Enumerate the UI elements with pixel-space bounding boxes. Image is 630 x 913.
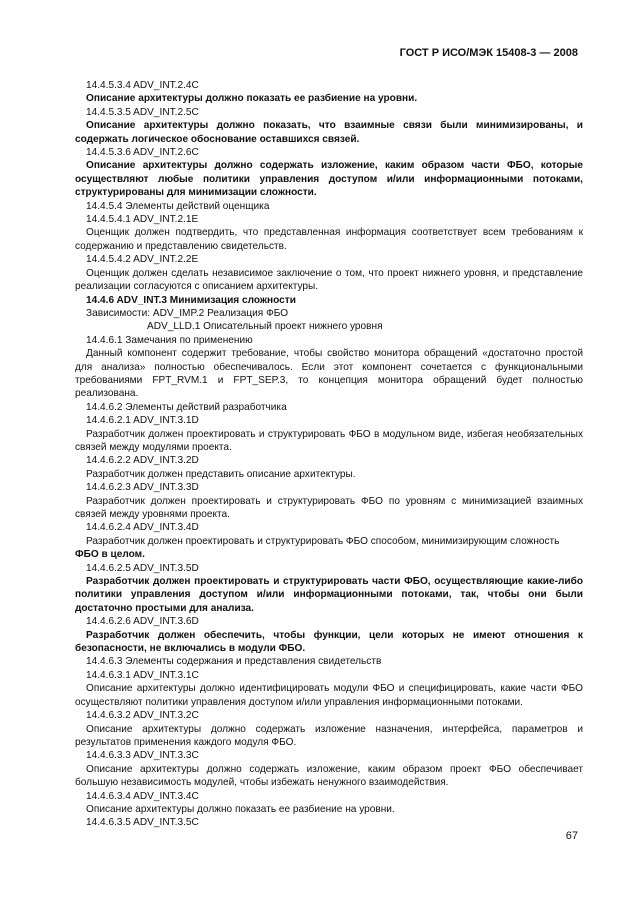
paragraph: 14.4.6.3.2 ADV_INT.3.2C bbox=[86, 710, 199, 722]
paragraph: Разработчик должен проектировать и структурировать ФБО в модульном виде, избегая необязательных связей между модулями проекта. bbox=[75, 428, 583, 453]
paragraph: 14.4.6.3.1 ADV_INT.3.1C bbox=[86, 669, 199, 681]
paragraph: 14.4.5.4 Элементы действий оценщика bbox=[86, 200, 270, 212]
paragraph: Описание архитектуры должно показать ее разбиение на уровни. bbox=[86, 803, 395, 815]
paragraph: 14.4.5.4.2 ADV_INT.2.2E bbox=[86, 254, 199, 266]
paragraph: Описание архитектуры должно показать, что взаимные связи были минимизированы, и содержать логическое обоснование оставшихся связей. bbox=[75, 120, 583, 145]
dependency-line: ADV_LLD.1 Описательный проект нижнего уровня bbox=[147, 321, 383, 333]
dependency-line: Зависимости: ADV_IMP.2 Реализация ФБО bbox=[86, 307, 289, 319]
paragraph: ФБО в целом. bbox=[75, 549, 145, 561]
paragraph: 14.4.6.3.3 ADV_INT.3.3C bbox=[86, 750, 199, 762]
paragraph: 14.4.5.3.6 ADV_INT.2.6C bbox=[86, 147, 199, 159]
paragraph: 14.4.6.2.2 ADV_INT.3.2D bbox=[86, 455, 199, 467]
paragraph: 14.4.6.3.4 ADV_INT.3.4C bbox=[86, 790, 199, 802]
paragraph: 14.4.5.4.1 ADV_INT.2.1E bbox=[86, 214, 199, 226]
paragraph: 14.4.6.2.5 ADV_INT.3.5D bbox=[86, 562, 199, 574]
document-header: ГОСТ Р ИСО/МЭК 15408-3 — 2008 bbox=[399, 47, 578, 59]
paragraph: Разработчик должен представить описание архитектуры. bbox=[86, 468, 356, 480]
paragraph: 14.4.6.2 Элементы действий разработчика bbox=[86, 401, 287, 413]
paragraph: Оценщик должен подтвердить, что представленная информация соответствует всем требованиям к содержанию и представлению свидетельств. bbox=[75, 227, 583, 252]
paragraph: 14.4.6.2.6 ADV_INT.3.6D bbox=[86, 616, 199, 628]
paragraph: 14.4.6.2.1 ADV_INT.3.1D bbox=[86, 415, 199, 427]
paragraph: 14.4.6.2.4 ADV_INT.3.4D bbox=[86, 522, 199, 534]
paragraph: 14.4.6.3 Элементы содержания и представления свидетельств bbox=[86, 656, 382, 668]
paragraph: 14.4.6.3.5 ADV_INT.3.5C bbox=[86, 817, 199, 829]
paragraph: Описание архитектуры должно содержать изложение, каким образом части ФБО, которые осуществляют любые политики управления доступом и/или информационными потоками, структурированы для минимизации сложности. bbox=[75, 160, 583, 199]
paragraph: Оценщик должен сделать независимое заключение о том, что проект нижнего уровня, и представление реализации согласуются с описанием архитектуры. bbox=[75, 267, 583, 293]
paragraph: Описание архитектуры должно содержать изложение назначения, интерфейса, параметров и результатов применения каждого модуля ФБО. bbox=[75, 723, 583, 748]
paragraph: 14.4.6.1 Замечания по применению bbox=[86, 334, 253, 346]
paragraph: 14.4.5.3.5 ADV_INT.2.5C bbox=[86, 106, 199, 118]
paragraph: 14.4.6.2.3 ADV_INT.3.3D bbox=[86, 482, 199, 494]
paragraph: Разработчик должен проектировать и структурировать части ФБО, осуществляющие какие-либо политики управления доступом и/или информационными потоками, так, чтобы они были достаточно простыми для анализа. bbox=[75, 576, 583, 614]
page-body bbox=[75, 79, 583, 830]
paragraph: Описание архитектуры должно показать ее разбиение на уровни. bbox=[86, 93, 418, 105]
paragraph: 14.4.5.3.4 ADV_INT.2.4C bbox=[86, 80, 199, 91]
paragraph: Разработчик должен проектировать и структурировать ФБО способом, минимизирующим сложность bbox=[86, 535, 560, 547]
paragraph: Разработчик должен обеспечить, чтобы функции, цели которых не имеют отношения к безопасности, не включались в модули ФБО. bbox=[75, 629, 583, 655]
page-number: 67 bbox=[565, 830, 578, 842]
paragraph: Описание архитектуры должно содержать изложение, каким образом проект ФБО обеспечивает большую независимость модулей, чтобы избежать ненужного взаимодействия. bbox=[75, 763, 583, 789]
section-heading: 14.4.6 ADV_INT.3 Минимизация сложности bbox=[86, 294, 296, 306]
paragraph: Описание архитектуры должно идентифицировать модули ФБО и специфицировать, какие части ФБО осуществляют политики управления доступом и/или управления информационными потоками. bbox=[75, 683, 583, 708]
paragraph: Данный компонент содержит требование, чтобы свойство монитора обращений «достаточно простой для анализа» полностью обеспечивалось. Если этот компонент сочетается с функциональными требованиями FPT_RVM.1 и FPT_SEP.3, то концепция монитора обращений будет полностью реализована. bbox=[75, 348, 583, 400]
paragraph: Разработчик должен проектировать и структурировать ФБО по уровням с минимизацией взаимных связей между уровнями проекта. bbox=[75, 495, 583, 520]
